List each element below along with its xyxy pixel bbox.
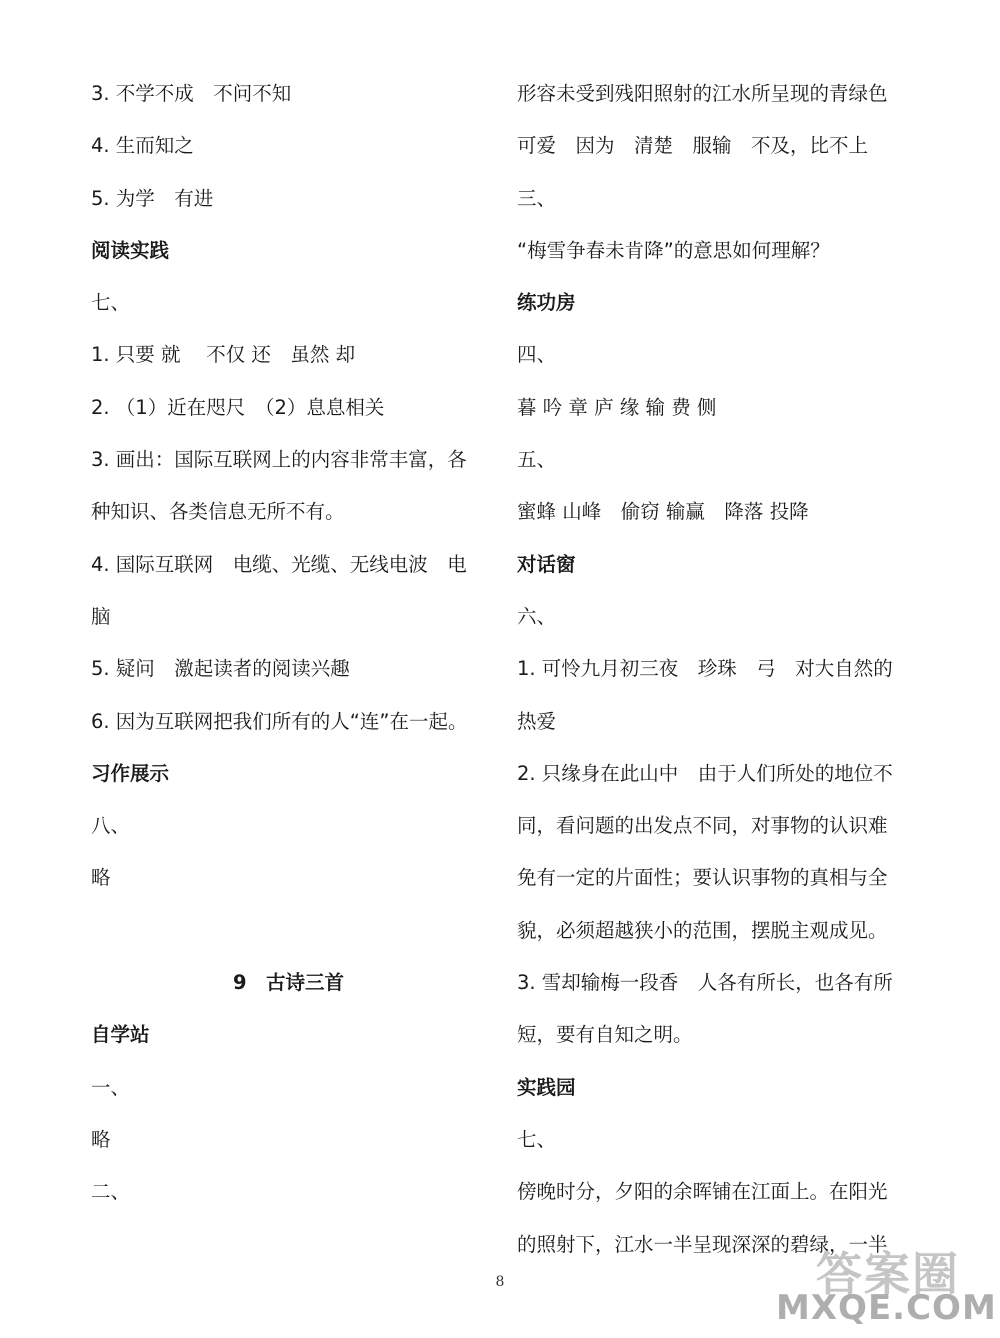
right-column: [517, 68, 912, 1271]
answer-line: 1. 只要 就 不仅 还 虽然 却: [91, 343, 356, 367]
answer-line: 同，看问题的出发点不同，对事物的认识难: [517, 814, 888, 838]
answer-line: 3. 不学不成 不问不知: [91, 82, 292, 105]
section-heading: 对话窗: [517, 552, 576, 576]
answer-line: 5. 疑问 激起读者的阅读兴趣: [91, 657, 350, 681]
answer-line: 3. 雪却输梅一段香 人各有所长，也各有所: [517, 971, 893, 995]
watermark-logo-text: 答案圈: [816, 1247, 960, 1301]
answer-line: 四、: [517, 343, 557, 367]
answer-line: 脑: [91, 604, 111, 628]
answer-line: 傍晚时分，夕阳的余晖铺在江面上。在阳光: [517, 1180, 888, 1204]
answer-line: 可爱 因为 清楚 服输 不及，比不上: [517, 134, 869, 158]
answer-line: 短，要有自知之明。: [517, 1023, 693, 1047]
answer-line: 蜜蜂 山峰 偷窃 输赢 降落 投降: [517, 500, 809, 524]
answer-line: 2. （1）近在咫尺 （2）息息相关: [91, 395, 385, 419]
answer-line: “梅雪争春未肯降”的意思如何理解？: [517, 238, 830, 262]
answer-line: 略: [91, 866, 111, 890]
section-heading: 阅读实践: [91, 238, 170, 262]
section-heading: 习作展示: [91, 761, 170, 785]
answer-line: 免有一定的片面性；要认识事物的真相与全: [517, 866, 888, 890]
answer-line: 的照射下，江水一半呈现深深的碧绿，一半: [517, 1232, 888, 1256]
answer-line: 七、: [517, 1127, 557, 1151]
answer-line: 一、: [91, 1075, 131, 1099]
lesson-title: 9 古诗三首: [232, 971, 345, 995]
answer-line: 六、: [517, 604, 557, 628]
answer-line: 七、: [91, 291, 131, 315]
answer-line: 暮 吟 章 庐 缘 输 费 侧: [517, 395, 717, 419]
answer-line: 2. 只缘身在此山中 由于人们所处的地位不: [517, 761, 893, 785]
left-column: [91, 68, 486, 1219]
page-number: 8: [495, 1274, 505, 1290]
answer-line: 6. 因为互联网把我们所有的人“连”在一起。: [91, 709, 468, 733]
answer-line: [91, 905, 486, 957]
answer-line: 4. 国际互联网 电缆、光缆、无线电波 电: [91, 552, 467, 576]
answer-line: 3. 画出：国际互联网上的内容非常丰富，各: [91, 448, 467, 472]
answer-line: 形容未受到残阳照射的江水所呈现的青绿色: [517, 82, 888, 105]
answer-line: 三、: [517, 186, 557, 210]
answer-line: 五、: [517, 448, 557, 472]
section-heading: 练功房: [517, 291, 576, 315]
answer-line: 八、: [91, 814, 131, 838]
answer-line: 二、: [91, 1180, 131, 1204]
answer-line: 4. 生而知之: [91, 134, 194, 158]
answer-line: 种知识、各类信息无所不有。: [91, 500, 345, 524]
answer-line: 略: [91, 1127, 111, 1151]
watermark: [766, 1238, 997, 1328]
watermark-site-text: MXQE.COM: [776, 1288, 997, 1328]
answer-line: 1. 可怜九月初三夜 珍珠 弓 对大自然的: [517, 657, 893, 681]
answer-line: 热爱: [517, 709, 557, 733]
answer-line: 5. 为学 有进: [91, 186, 214, 210]
section-heading: 自学站: [91, 1023, 150, 1047]
section-heading: 实践园: [517, 1075, 576, 1099]
answer-line: 貌，必须超越狭小的范围，摆脱主观成见。: [517, 918, 888, 942]
